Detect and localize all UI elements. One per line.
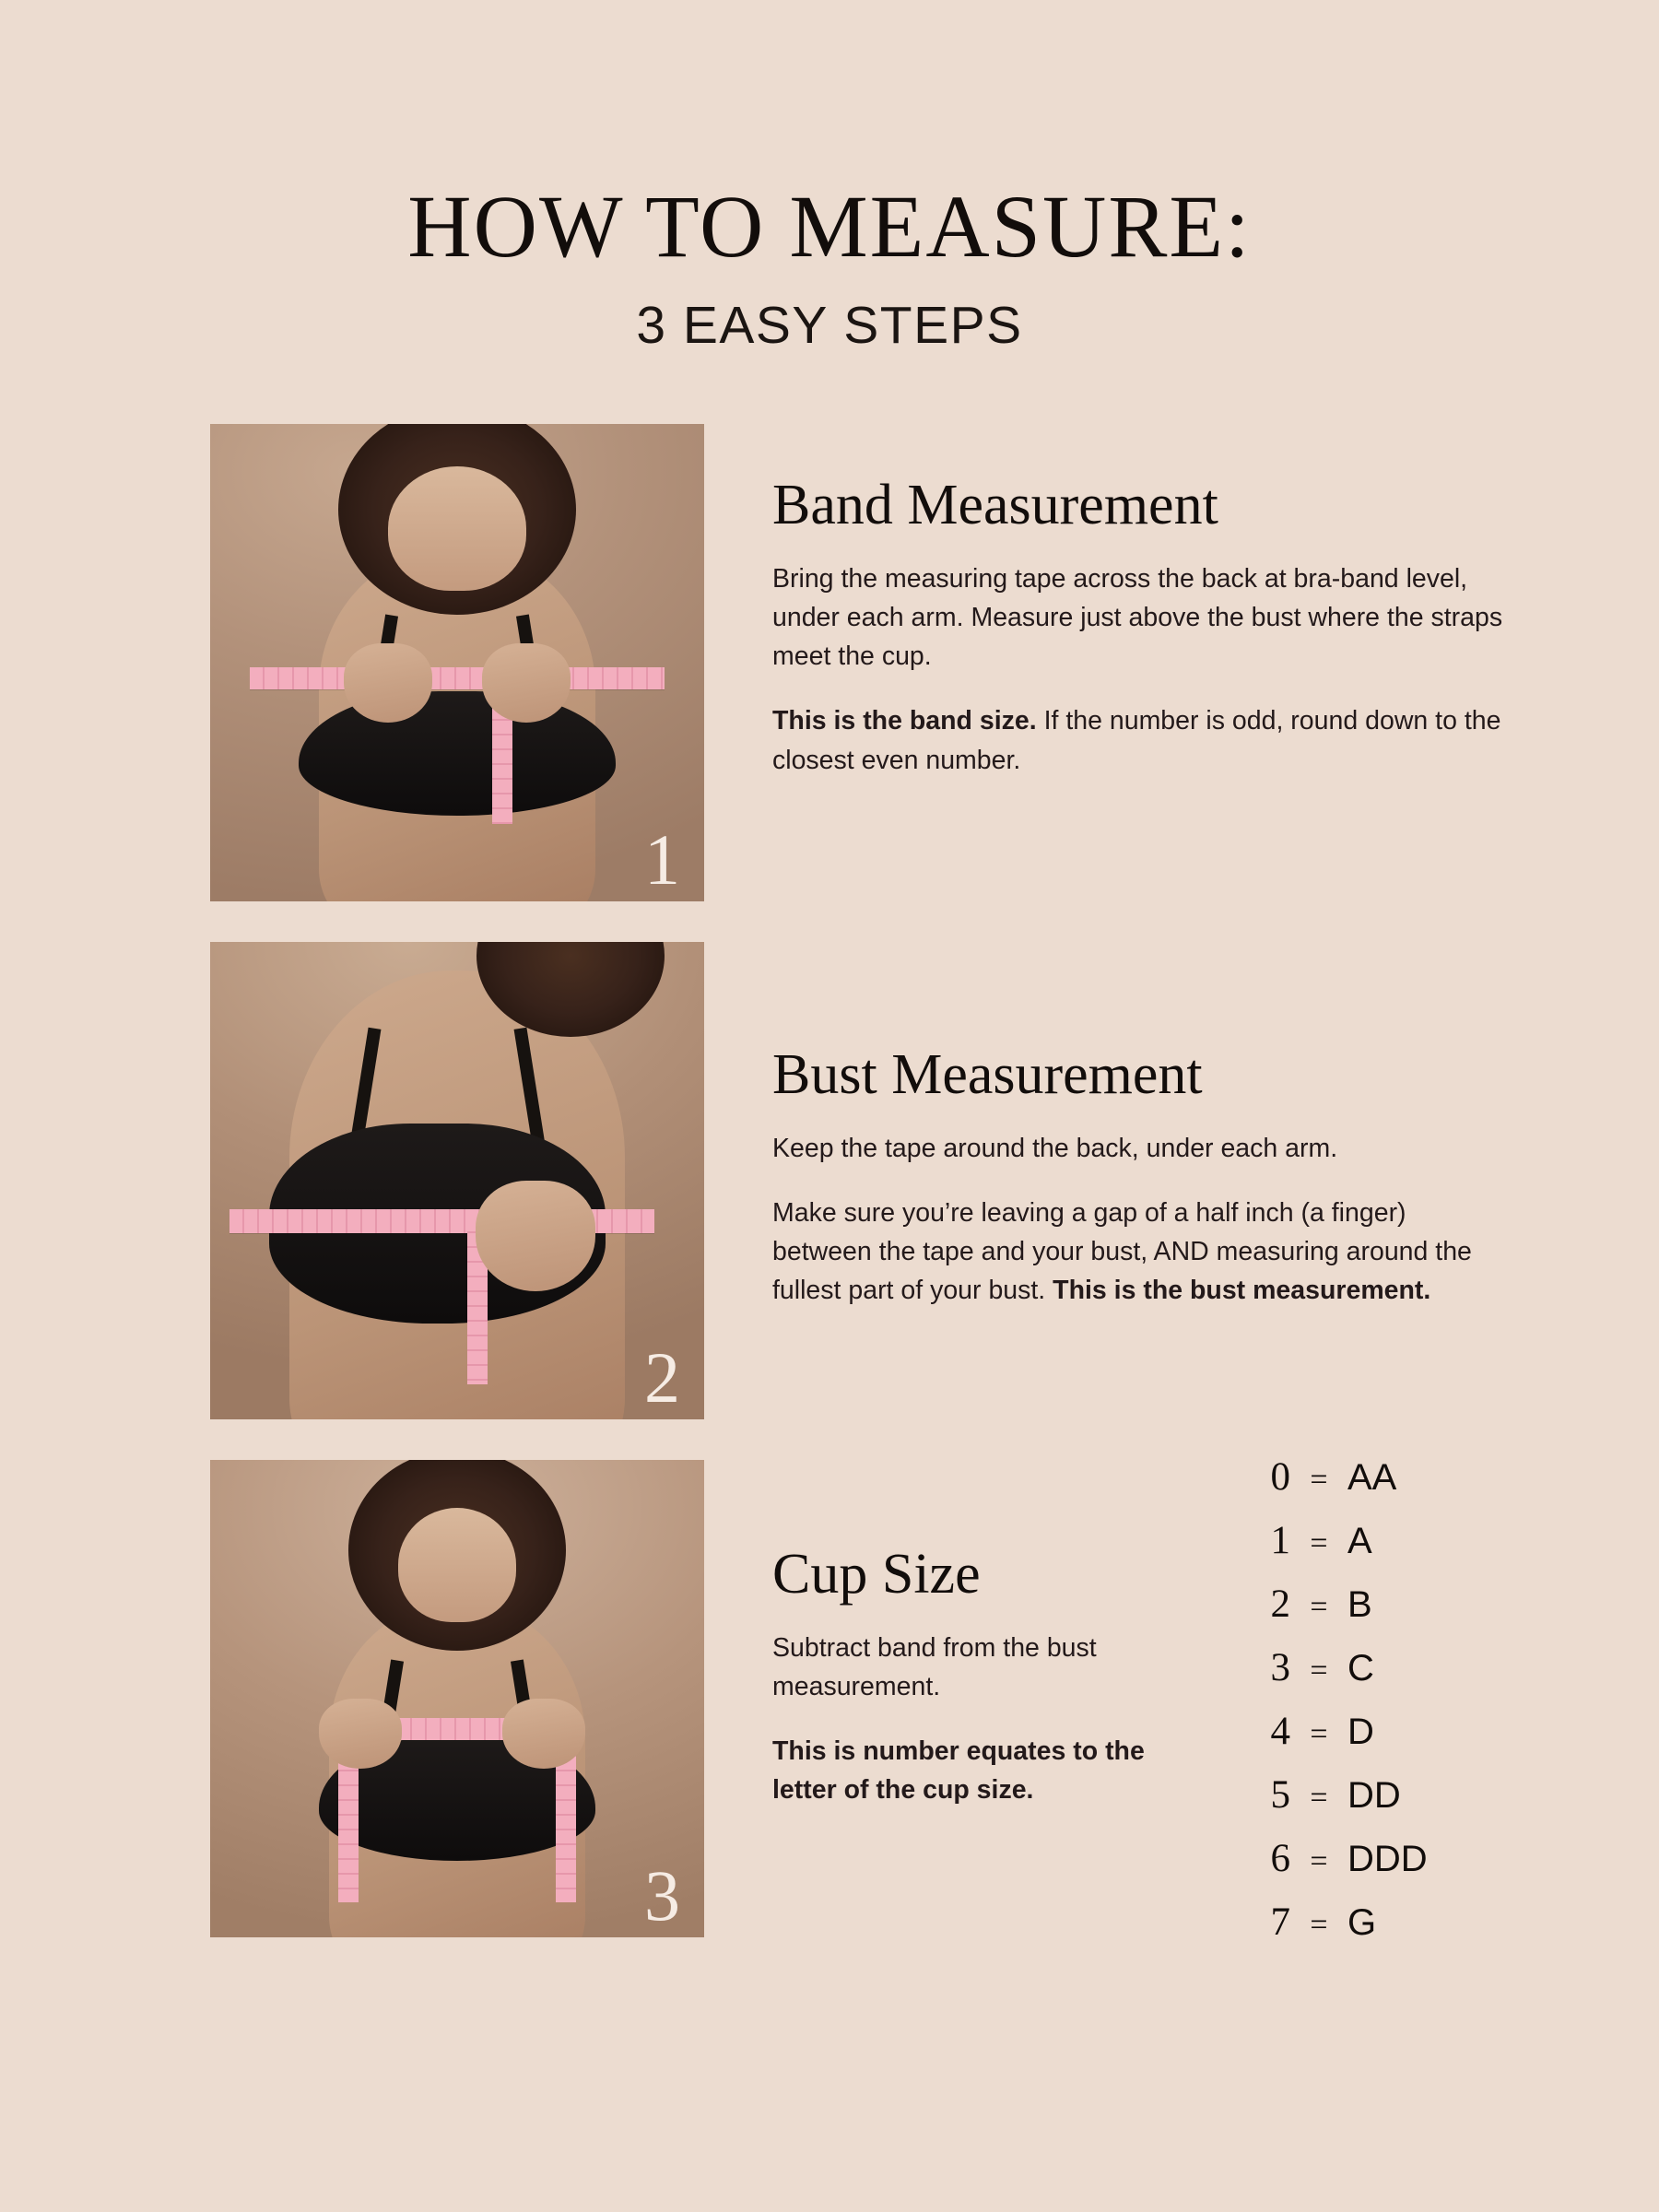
cup-chart-row bbox=[1242, 1645, 1547, 1690]
cup-chart-number: 4 bbox=[1270, 1710, 1290, 1753]
step-2-photo bbox=[210, 942, 704, 1419]
step-2-number: 2 bbox=[644, 1336, 680, 1418]
cup-chart-letter: C bbox=[1347, 1648, 1374, 1688]
cup-chart-number: 0 bbox=[1270, 1455, 1290, 1499]
model-hand-left bbox=[344, 643, 432, 723]
step-band-measurement bbox=[210, 424, 1548, 901]
cup-chart-equals: = bbox=[1310, 1526, 1328, 1560]
step-1-paragraph-2 bbox=[772, 701, 1510, 779]
page-header bbox=[0, 0, 1659, 356]
step-3-photo bbox=[210, 1460, 704, 1937]
step-2-copy bbox=[704, 942, 1548, 1311]
step-3-number: 3 bbox=[644, 1854, 680, 1936]
model-hand-left bbox=[319, 1699, 402, 1769]
cup-chart-letter: DD bbox=[1347, 1775, 1401, 1816]
step-1-heading: Band Measurement bbox=[772, 473, 1218, 536]
cup-chart-letter: G bbox=[1347, 1902, 1377, 1943]
cup-chart-number: 2 bbox=[1270, 1583, 1290, 1626]
cup-chart-equals: = bbox=[1310, 1717, 1328, 1751]
step-1-copy bbox=[704, 424, 1548, 780]
cup-chart-number: 5 bbox=[1270, 1773, 1290, 1817]
cup-chart-number: 6 bbox=[1270, 1837, 1290, 1880]
cup-size-chart bbox=[1242, 1454, 1547, 1945]
step-1-bold-lead: This is the band size. bbox=[772, 706, 1037, 736]
model-hand-right bbox=[502, 1699, 585, 1769]
measuring-tape-icon bbox=[250, 667, 665, 689]
cup-chart-letter: B bbox=[1347, 1584, 1372, 1625]
cup-chart-row bbox=[1242, 1836, 1547, 1881]
step-bust-measurement bbox=[210, 942, 1548, 1419]
cup-chart-row bbox=[1242, 1582, 1547, 1627]
step-3-copy bbox=[704, 1460, 1233, 1810]
step-3-paragraph-2 bbox=[772, 1732, 1215, 1809]
step-2-heading: Bust Measurement bbox=[772, 1042, 1203, 1106]
model-face bbox=[388, 466, 526, 591]
cup-chart-row bbox=[1242, 1900, 1547, 1945]
cup-chart-row bbox=[1242, 1772, 1547, 1818]
cup-chart-equals: = bbox=[1310, 1781, 1328, 1815]
step-1-photo bbox=[210, 424, 704, 901]
cup-chart-letter: DDD bbox=[1347, 1839, 1428, 1879]
step-3-bold: This is number equates to the letter of the cup size. bbox=[772, 1736, 1145, 1806]
cup-chart-equals: = bbox=[1310, 1463, 1328, 1497]
model-face bbox=[398, 1508, 517, 1622]
page-subtitle: 3 EASY STEPS bbox=[636, 295, 1023, 355]
cup-chart-equals: = bbox=[1310, 1590, 1328, 1624]
cup-chart-number: 3 bbox=[1270, 1646, 1290, 1689]
step-2-paragraph-2-lead: Make sure you’re leaving a gap of a half inch (a finger) between the tape and your bust, AND measuring around the fullest part of your bust. bbox=[772, 1198, 1472, 1306]
step-2-paragraph-1: Keep the tape around the back, under each arm. bbox=[772, 1133, 1338, 1163]
cup-chart-letter: AA bbox=[1347, 1457, 1397, 1498]
step-1-number: 1 bbox=[644, 818, 680, 900]
step-1-paragraph-2-rest: If the number is odd, round down to the closest even number. bbox=[772, 706, 1501, 775]
cup-chart-letter: A bbox=[1347, 1521, 1372, 1561]
cup-chart-row bbox=[1242, 1709, 1547, 1754]
model-hand-right bbox=[476, 1181, 595, 1291]
step-2-bold-tail: This is the bust measurement. bbox=[1053, 1276, 1431, 1306]
step-2-paragraph-2 bbox=[772, 1194, 1510, 1311]
step-3-heading: Cup Size bbox=[772, 1542, 981, 1606]
bra-garment bbox=[299, 691, 615, 816]
page-title: HOW TO MEASURE: bbox=[407, 177, 1252, 276]
step-3-paragraph-1: Subtract band from the bust measurement. bbox=[772, 1632, 1097, 1702]
model-hand-right bbox=[482, 643, 571, 723]
cup-chart-number: 1 bbox=[1270, 1519, 1290, 1562]
cup-chart-equals: = bbox=[1310, 1844, 1328, 1878]
cup-chart-row bbox=[1242, 1518, 1547, 1563]
cup-chart-equals: = bbox=[1310, 1908, 1328, 1942]
cup-chart-equals: = bbox=[1310, 1653, 1328, 1688]
step-1-paragraph-1: Bring the measuring tape across the back at bra-band level, under each arm. Measure just above the bust where the straps meet the cup. bbox=[772, 563, 1503, 672]
cup-chart-letter: D bbox=[1347, 1712, 1374, 1752]
cup-chart-number: 7 bbox=[1270, 1900, 1290, 1944]
cup-chart-row bbox=[1242, 1454, 1547, 1500]
